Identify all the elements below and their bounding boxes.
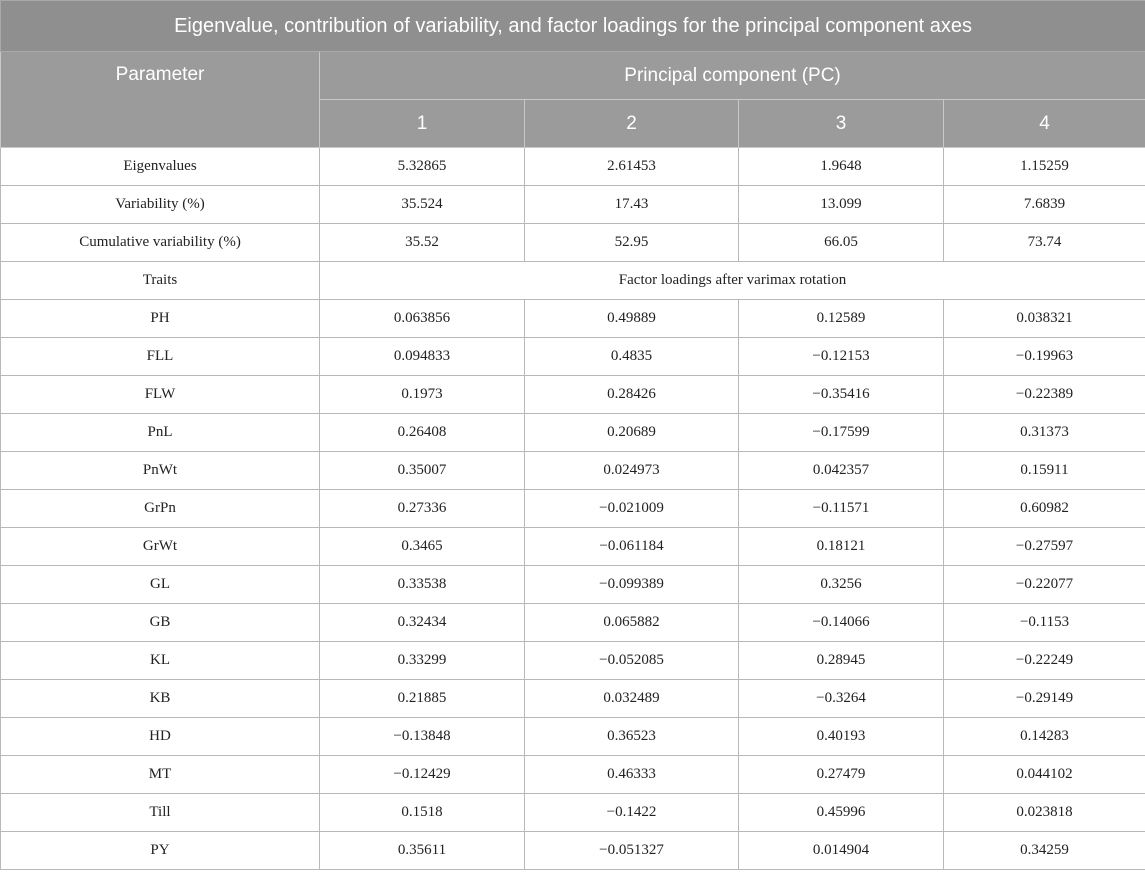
loading-value: −0.051327 (525, 832, 739, 870)
cell-value: 35.52 (320, 224, 525, 262)
loading-value: 0.14283 (944, 718, 1145, 756)
loading-value: −0.1153 (944, 604, 1145, 642)
loading-value: 0.038321 (944, 300, 1145, 338)
cell-value: 35.524 (320, 186, 525, 224)
loading-value: 0.4835 (525, 338, 739, 376)
trait-label: KB (1, 680, 320, 718)
factor-loadings-label: Factor loadings after varimax rotation (320, 262, 1145, 300)
loading-value: −0.22077 (944, 566, 1145, 604)
trait-row (1, 832, 1145, 870)
loading-value: 0.1518 (320, 794, 525, 832)
table-title: Eigenvalue, contribution of variability, and factor loadings for the principal component axes (1, 1, 1145, 52)
loading-value: −0.052085 (525, 642, 739, 680)
loading-value: 0.18121 (739, 528, 944, 566)
pc-header: Principal component (PC) (320, 52, 1145, 100)
loading-value: −0.27597 (944, 528, 1145, 566)
loading-value: −0.17599 (739, 414, 944, 452)
loading-value: 0.32434 (320, 604, 525, 642)
loading-value: 0.34259 (944, 832, 1145, 870)
trait-row (1, 376, 1145, 414)
pc-number-header: 1 (320, 100, 525, 148)
cell-value: 17.43 (525, 186, 739, 224)
loading-value: −0.13848 (320, 718, 525, 756)
loading-value: 0.33538 (320, 566, 525, 604)
trait-row (1, 794, 1145, 832)
trait-row (1, 604, 1145, 642)
loading-value: −0.099389 (525, 566, 739, 604)
loading-value: 0.023818 (944, 794, 1145, 832)
cell-value: 2.61453 (525, 148, 739, 186)
trait-label: GB (1, 604, 320, 642)
trait-row (1, 528, 1145, 566)
loading-value: −0.19963 (944, 338, 1145, 376)
loading-value: −0.061184 (525, 528, 739, 566)
loading-value: 0.46333 (525, 756, 739, 794)
loading-value: −0.22249 (944, 642, 1145, 680)
loading-value: 0.31373 (944, 414, 1145, 452)
cell-value: 73.74 (944, 224, 1145, 262)
trait-label: PnWt (1, 452, 320, 490)
loading-value: −0.14066 (739, 604, 944, 642)
loading-value: −0.3264 (739, 680, 944, 718)
loading-value: 0.27479 (739, 756, 944, 794)
trait-row (1, 756, 1145, 794)
loading-value: 0.35611 (320, 832, 525, 870)
summary-row (1, 186, 1145, 224)
loading-value: 0.36523 (525, 718, 739, 756)
trait-row (1, 642, 1145, 680)
trait-row (1, 566, 1145, 604)
cell-value: 5.32865 (320, 148, 525, 186)
cell-value: 52.95 (525, 224, 739, 262)
traits-row (1, 262, 1145, 300)
loading-value: 0.032489 (525, 680, 739, 718)
loading-value: −0.29149 (944, 680, 1145, 718)
trait-row (1, 338, 1145, 376)
trait-label: GL (1, 566, 320, 604)
trait-row (1, 718, 1145, 756)
trait-label: Till (1, 794, 320, 832)
cell-value: 1.15259 (944, 148, 1145, 186)
trait-row (1, 300, 1145, 338)
loading-value: 0.15911 (944, 452, 1145, 490)
loading-value: −0.021009 (525, 490, 739, 528)
trait-row (1, 452, 1145, 490)
loading-value: −0.22389 (944, 376, 1145, 414)
summary-row (1, 148, 1145, 186)
loading-value: 0.28945 (739, 642, 944, 680)
row-label: Variability (%) (1, 186, 320, 224)
trait-label: GrPn (1, 490, 320, 528)
loading-value: 0.45996 (739, 794, 944, 832)
trait-label: GrWt (1, 528, 320, 566)
loading-value: −0.11571 (739, 490, 944, 528)
trait-label: FLW (1, 376, 320, 414)
loading-value: 0.26408 (320, 414, 525, 452)
pc-number-header: 2 (525, 100, 739, 148)
trait-row (1, 414, 1145, 452)
loading-value: −0.35416 (739, 376, 944, 414)
loading-value: 0.3465 (320, 528, 525, 566)
loading-value: 0.40193 (739, 718, 944, 756)
loading-value: 0.49889 (525, 300, 739, 338)
loading-value: 0.21885 (320, 680, 525, 718)
loading-value: 0.60982 (944, 490, 1145, 528)
loading-value: 0.1973 (320, 376, 525, 414)
loading-value: 0.20689 (525, 414, 739, 452)
trait-row (1, 680, 1145, 718)
loading-value: 0.024973 (525, 452, 739, 490)
cell-value: 7.6839 (944, 186, 1145, 224)
parameter-header: Parameter (1, 52, 320, 148)
trait-label: PY (1, 832, 320, 870)
loading-value: −0.1422 (525, 794, 739, 832)
loading-value: 0.044102 (944, 756, 1145, 794)
trait-label: KL (1, 642, 320, 680)
row-label: Eigenvalues (1, 148, 320, 186)
loading-value: 0.3256 (739, 566, 944, 604)
loading-value: 0.28426 (525, 376, 739, 414)
loading-value: 0.042357 (739, 452, 944, 490)
trait-label: PH (1, 300, 320, 338)
pc-number-header: 4 (944, 100, 1145, 148)
traits-label: Traits (1, 262, 320, 300)
cell-value: 66.05 (739, 224, 944, 262)
row-label: Cumulative variability (%) (1, 224, 320, 262)
loading-value: 0.094833 (320, 338, 525, 376)
loading-value: −0.12153 (739, 338, 944, 376)
loading-value: 0.27336 (320, 490, 525, 528)
pc-number-header: 3 (739, 100, 944, 148)
loading-value: 0.33299 (320, 642, 525, 680)
loading-value: 0.014904 (739, 832, 944, 870)
loading-value: 0.35007 (320, 452, 525, 490)
trait-label: HD (1, 718, 320, 756)
loading-value: 0.065882 (525, 604, 739, 642)
trait-row (1, 490, 1145, 528)
trait-label: FLL (1, 338, 320, 376)
cell-value: 1.9648 (739, 148, 944, 186)
cell-value: 13.099 (739, 186, 944, 224)
loading-value: 0.12589 (739, 300, 944, 338)
loading-value: −0.12429 (320, 756, 525, 794)
summary-row (1, 224, 1145, 262)
trait-label: PnL (1, 414, 320, 452)
loading-value: 0.063856 (320, 300, 525, 338)
trait-label: MT (1, 756, 320, 794)
